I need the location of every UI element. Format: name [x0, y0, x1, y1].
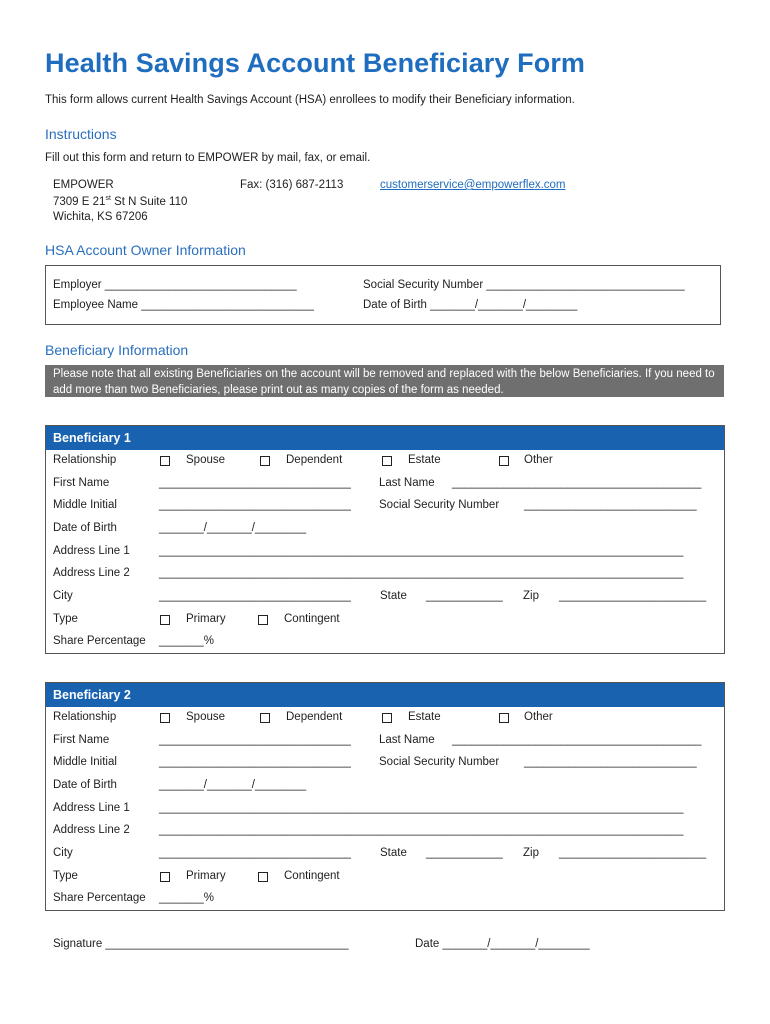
- type-label: Type: [53, 613, 78, 625]
- city-field[interactable]: ______________________________: [159, 847, 351, 859]
- dob-label: Date of Birth: [53, 779, 117, 791]
- estate-checkbox[interactable]: [382, 456, 392, 466]
- spouse-label: Spouse: [186, 454, 226, 466]
- dependent-checkbox[interactable]: [260, 713, 270, 723]
- contingent-checkbox[interactable]: [258, 872, 268, 882]
- address2-field[interactable]: __________________________________________________________________________________: [159, 824, 684, 836]
- owner-dob-field[interactable]: Date of Birth _______/_______/________: [363, 299, 578, 311]
- contingent-label: Contingent: [284, 870, 340, 882]
- contingent-checkbox[interactable]: [258, 615, 268, 625]
- address2-label: Address Line 2: [53, 824, 130, 836]
- beneficiary-2-header: Beneficiary 2: [46, 683, 724, 707]
- dob-field[interactable]: _______/_______/________: [159, 779, 307, 791]
- address1-label: Address Line 1: [53, 545, 130, 557]
- dob-field[interactable]: _______/_______/________: [159, 522, 307, 534]
- other-label: Other: [524, 454, 553, 466]
- middle-initial-label: Middle Initial: [53, 756, 117, 768]
- intro-text: This form allows current Health Savings Account (HSA) enrollees to modify their Beneficiary information.: [45, 94, 575, 106]
- contingent-label: Contingent: [284, 613, 340, 625]
- dependent-label: Dependent: [286, 454, 343, 466]
- estate-checkbox[interactable]: [382, 713, 392, 723]
- beneficiary-1-header: Beneficiary 1: [46, 426, 724, 450]
- other-checkbox[interactable]: [499, 713, 509, 723]
- spouse-label: Spouse: [186, 711, 226, 723]
- beneficiary-info-heading: Beneficiary Information: [45, 342, 189, 358]
- address2-field[interactable]: __________________________________________________________________________________: [159, 567, 684, 579]
- dob-label: Date of Birth: [53, 522, 117, 534]
- signature-date-field[interactable]: Date _______/_______/________: [415, 938, 590, 950]
- share-label: Share Percentage: [53, 635, 146, 647]
- owner-ssn-field[interactable]: Social Security Number _______________________________: [363, 279, 685, 291]
- last-name-label: Last Name: [379, 477, 435, 489]
- ssn-field[interactable]: ___________________________: [524, 756, 697, 768]
- employer-field[interactable]: Employer ______________________________: [53, 279, 297, 291]
- primary-label: Primary: [186, 613, 226, 625]
- type-label: Type: [53, 870, 78, 882]
- spouse-checkbox[interactable]: [160, 456, 170, 466]
- primary-label: Primary: [186, 870, 226, 882]
- page-title: Health Savings Account Beneficiary Form: [45, 48, 586, 78]
- zip-label: Zip: [523, 847, 539, 859]
- state-label: State: [380, 847, 407, 859]
- state-label: State: [380, 590, 407, 602]
- ssn-field[interactable]: ___________________________: [524, 499, 697, 511]
- other-label: Other: [524, 711, 553, 723]
- dependent-label: Dependent: [286, 711, 343, 723]
- employee-name-field[interactable]: Employee Name ___________________________: [53, 299, 314, 311]
- relationship-label: Relationship: [53, 454, 117, 466]
- owner-heading: HSA Account Owner Information: [45, 242, 246, 258]
- company-fax: Fax: (316) 687-2113: [240, 179, 344, 191]
- other-checkbox[interactable]: [499, 456, 509, 466]
- company-address-line2: Wichita, KS 67206: [53, 211, 148, 223]
- address1-label: Address Line 1: [53, 802, 130, 814]
- ssn-label: Social Security Number: [379, 499, 500, 511]
- last-name-field[interactable]: _______________________________________: [452, 477, 702, 489]
- share-field[interactable]: _______%: [159, 635, 214, 647]
- dependent-checkbox[interactable]: [260, 456, 270, 466]
- ssn-label: Social Security Number: [379, 756, 500, 768]
- beneficiary-note: Please note that all existing Beneficiaries on the account will be removed and replaced with the below Beneficiaries. If you need to add more than two Beneficiaries, please print out as many copies of the form as needed.: [45, 365, 724, 397]
- email-link[interactable]: customerservice@empowerflex.com: [380, 179, 566, 191]
- last-name-label: Last Name: [379, 734, 435, 746]
- beneficiary-2-box: [45, 682, 725, 911]
- first-name-field[interactable]: ______________________________: [159, 734, 351, 746]
- estate-label: Estate: [408, 711, 441, 723]
- first-name-label: First Name: [53, 477, 110, 489]
- middle-initial-field[interactable]: ______________________________: [159, 756, 351, 768]
- relationship-label: Relationship: [53, 711, 117, 723]
- middle-initial-field[interactable]: ______________________________: [159, 499, 351, 511]
- primary-checkbox[interactable]: [160, 615, 170, 625]
- company-name: EMPOWER: [53, 179, 114, 191]
- zip-field[interactable]: _______________________: [559, 847, 707, 859]
- first-name-label: First Name: [53, 734, 110, 746]
- company-address-line1: 7309 E 21st St N Suite 110: [53, 195, 188, 208]
- instructions-text: Fill out this form and return to EMPOWER by mail, fax, or email.: [45, 152, 371, 164]
- middle-initial-label: Middle Initial: [53, 499, 117, 511]
- address2-label: Address Line 2: [53, 567, 130, 579]
- address1-field[interactable]: __________________________________________________________________________________: [159, 802, 684, 814]
- signature-field[interactable]: Signature ______________________________________: [53, 938, 349, 950]
- state-field[interactable]: ____________: [426, 590, 503, 602]
- owner-info-box: [45, 265, 721, 325]
- state-field[interactable]: ____________: [426, 847, 503, 859]
- share-field[interactable]: _______%: [159, 892, 214, 904]
- estate-label: Estate: [408, 454, 441, 466]
- city-label: City: [53, 590, 73, 602]
- zip-field[interactable]: _______________________: [559, 590, 707, 602]
- spouse-checkbox[interactable]: [160, 713, 170, 723]
- share-label: Share Percentage: [53, 892, 146, 904]
- city-field[interactable]: ______________________________: [159, 590, 351, 602]
- last-name-field[interactable]: _______________________________________: [452, 734, 702, 746]
- address1-field[interactable]: __________________________________________________________________________________: [159, 545, 684, 557]
- beneficiary-1-box: [45, 425, 725, 654]
- first-name-field[interactable]: ______________________________: [159, 477, 351, 489]
- zip-label: Zip: [523, 590, 539, 602]
- city-label: City: [53, 847, 73, 859]
- instructions-heading: Instructions: [45, 126, 117, 142]
- primary-checkbox[interactable]: [160, 872, 170, 882]
